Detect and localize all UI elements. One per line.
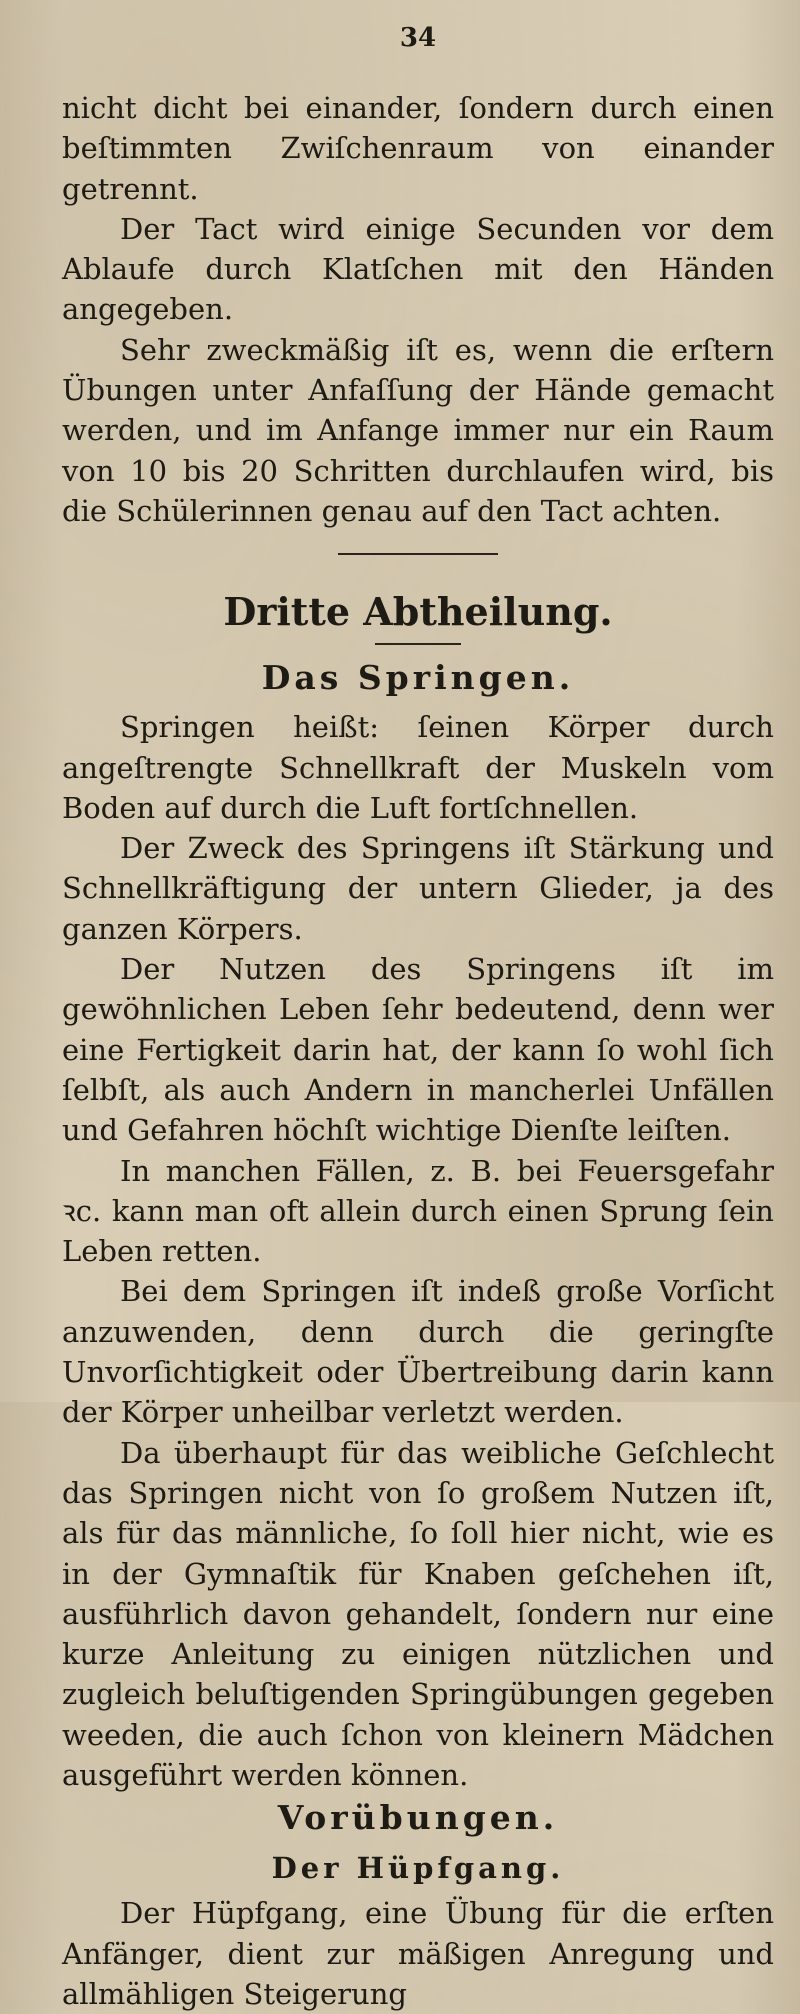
section-body: [62, 707, 774, 1795]
continuation-text: [62, 88, 774, 531]
page-number: 34: [399, 23, 437, 53]
subsection-body: [62, 1893, 774, 2014]
section-subtitle: Das Springen.: [261, 658, 575, 698]
subsection-title: Vorübungen.: [277, 1798, 559, 1838]
title-underline: [375, 643, 461, 645]
subsection-subtitle: Der Hüpfgang.: [271, 1851, 565, 1886]
paragraph: Der Hüpfgang, eine Übung für die erſten Anfänger, dient zur mäßigen Anregung und allmähligen Steigerung: [62, 1896, 774, 2011]
paragraph: Der Tact wird einige Secunden vor dem Ablaufe durch Klatſchen mit den Händen angegeben.: [62, 211, 774, 327]
section-title: Dritte Abtheilung.: [223, 589, 613, 635]
paragraph: In manchen Fällen, z. B. bei Feuersgefahr ꝛc. kann man oft allein durch einen Sprung ſein Leben retten.: [62, 1153, 774, 1269]
paragraph: nicht dicht bei einander, ſondern durch einen beſtimmten Zwiſchenraum von einander getrennt.: [62, 91, 774, 206]
paragraph: Springen heißt: ſeinen Körper durch angeſtrengte Schnellkraft der Muskeln vom Boden auf durch die Luft fortſchnellen.: [62, 710, 774, 825]
paragraph: Da überhaupt für das weibliche Geſchlecht das Springen nicht von ſo großem Nutzen iſt, als für das männliche, ſo ſoll hier nicht, wie es in der Gymnaſtik für Knaben geſchehen iſt, ausführlich davon gehandelt, ſondern nur eine kurze Anleitung zu einigen nützlichen und zugleich beluſtigenden Springübungen gegeben weeden, die auch ſchon von kleinern Mädchen ausgeführt werden können.: [62, 1435, 774, 1792]
book-page: [62, 18, 774, 2011]
paragraph: Sehr zweckmäßig iſt es, wenn die erſtern Übungen unter Anfaſſung der Hände gemacht werden, und im Anfange immer nur ein Raum von 10 bis 20 Schritten durchlaufen wird, bis die Schülerinnen genau auf den Tact achten.: [62, 332, 774, 528]
paragraph: Der Nutzen des Springens iſt im gewöhnlichen Leben ſehr bedeutend, denn wer eine Fertigkeit darin hat, der kann ſo wohl ſich ſelbſt, als auch Andern in mancherlei Unfällen und Gefahren höchſt wichtige Dienſte leiſten.: [62, 952, 774, 1148]
paragraph: Bei dem Springen iſt indeß große Vorſicht anzuwenden, denn durch die geringſte Unvorſichtigkeit oder Übertreibung darin kann der Körper unheilbar verletzt werden.: [62, 1274, 774, 1430]
section-divider: [338, 553, 498, 555]
paragraph: Der Zweck des Springens iſt Stärkung und Schnellkräftigung der untern Glieder, ja des ganzen Körpers.: [62, 831, 774, 946]
